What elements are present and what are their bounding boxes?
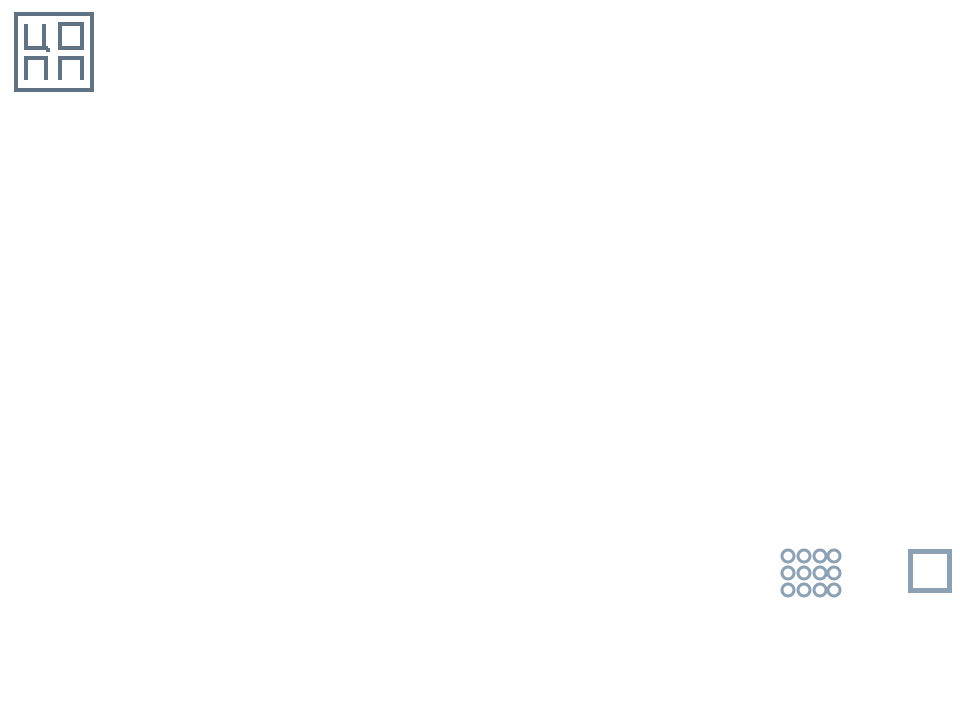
geometric-pattern-band	[0, 600, 960, 720]
copp-logo-icon	[14, 12, 94, 92]
circle-grid-icon	[780, 548, 842, 598]
table-header-row	[104, 85, 937, 160]
webinar-schedule-table	[104, 85, 937, 160]
outline-square-icon	[908, 549, 952, 593]
